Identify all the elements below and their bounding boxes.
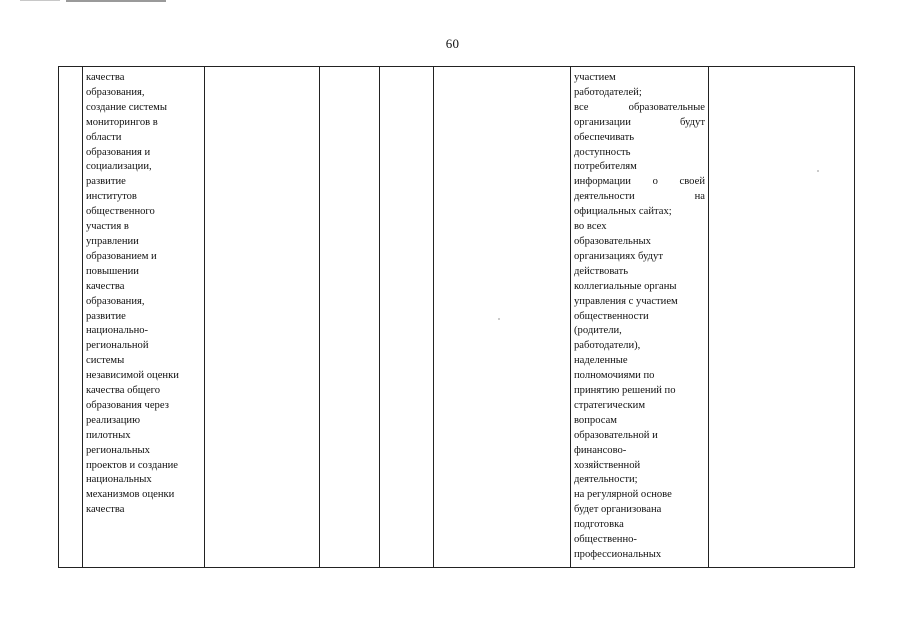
- text-line: хозяйственной: [574, 459, 641, 471]
- text-line: официальных сайтах;: [574, 206, 672, 218]
- text-line: качества общего: [86, 385, 161, 397]
- text-line: механизмов оценки: [86, 489, 175, 501]
- text-line: системы: [86, 355, 125, 367]
- text-line: развитие: [86, 310, 126, 322]
- text-line: институтов: [86, 191, 137, 203]
- text-line: стратегическим: [574, 399, 646, 411]
- table-cell-col7: [571, 67, 709, 568]
- expected-results: [574, 71, 705, 563]
- text-line: организациях будут: [574, 250, 663, 262]
- scan-speck: [817, 170, 819, 172]
- text-line: подготовка: [574, 519, 624, 531]
- text-line: участием: [574, 72, 616, 83]
- text-line: проектов и создание: [86, 459, 178, 471]
- text-line: деятельности;: [574, 474, 638, 486]
- text-line: образования,: [86, 86, 145, 98]
- text-line: качества: [86, 280, 125, 292]
- text-line: социализации,: [86, 161, 152, 173]
- text-line: полномочиями по: [574, 370, 655, 382]
- text-line: работодатели),: [574, 340, 641, 352]
- text-line: образования,: [86, 295, 145, 307]
- page-number: 60: [445, 36, 460, 51]
- text-line: (родители,: [574, 325, 622, 337]
- table-cell-col6: [434, 67, 571, 568]
- scan-artifact-rule: [66, 0, 166, 2]
- text-line: доступность: [574, 146, 631, 158]
- text-line: работодателей;: [574, 86, 642, 98]
- text-line: образовательной и: [574, 429, 658, 441]
- text-line: принятию решений по: [574, 385, 676, 397]
- scan-artifact-line: [20, 0, 60, 1]
- text-line: будет организована: [574, 504, 662, 516]
- text-line: мониторингов в: [86, 116, 158, 128]
- table-cell-col4: [320, 67, 380, 568]
- text-line: потребителям: [574, 161, 637, 173]
- table-row: [59, 67, 855, 568]
- text-line: образования и: [86, 146, 151, 158]
- document-table: [58, 66, 855, 568]
- text-line: организации будут: [574, 116, 705, 128]
- text-line: развитие: [86, 176, 126, 188]
- text-line: общественности: [574, 310, 649, 322]
- text-line: профессиональных: [574, 549, 662, 560]
- table-cell-col1: [59, 67, 83, 568]
- activity-description: [86, 71, 201, 518]
- text-line: обеспечивать: [574, 131, 635, 143]
- table-cell-col3: [205, 67, 320, 568]
- text-line: участия в: [86, 221, 129, 233]
- text-line: национальных: [86, 474, 152, 486]
- text-line: общественно-: [574, 534, 637, 546]
- text-line: повышении: [86, 265, 139, 277]
- scan-speck: [498, 318, 500, 320]
- table-cell-col5: [380, 67, 434, 568]
- text-line: коллегиальные органы: [574, 280, 677, 292]
- text-line: общественного: [86, 206, 155, 218]
- text-line: управлении: [86, 235, 139, 247]
- table-cell-col2: [83, 67, 205, 568]
- text-line: создание системы: [86, 101, 167, 113]
- table-cell-col8: [709, 67, 855, 568]
- text-line: образованием и: [86, 250, 157, 262]
- text-line: на регулярной основе: [574, 489, 672, 501]
- text-line: национально-: [86, 325, 149, 337]
- text-line: региональной: [86, 340, 149, 352]
- text-line: качества: [86, 504, 125, 516]
- text-line: реализацию: [86, 414, 141, 426]
- text-line: независимой оценки: [86, 370, 179, 382]
- text-line: управления с участием: [574, 295, 678, 307]
- text-line: региональных: [86, 444, 150, 456]
- text-line: образования через: [86, 399, 169, 411]
- text-line: качества: [86, 72, 125, 83]
- text-line: деятельности на: [574, 191, 705, 203]
- text-line: области: [86, 131, 122, 143]
- text-line: вопросам: [574, 414, 617, 426]
- text-line: образовательных: [574, 235, 651, 247]
- text-line: во всех: [574, 221, 607, 233]
- text-line: финансово-: [574, 444, 627, 456]
- text-line: наделенные: [574, 355, 628, 367]
- text-line: действовать: [574, 265, 629, 277]
- text-line: пилотных: [86, 429, 131, 441]
- text-line: все образовательные: [574, 101, 705, 113]
- text-line: информации о своей: [574, 176, 705, 188]
